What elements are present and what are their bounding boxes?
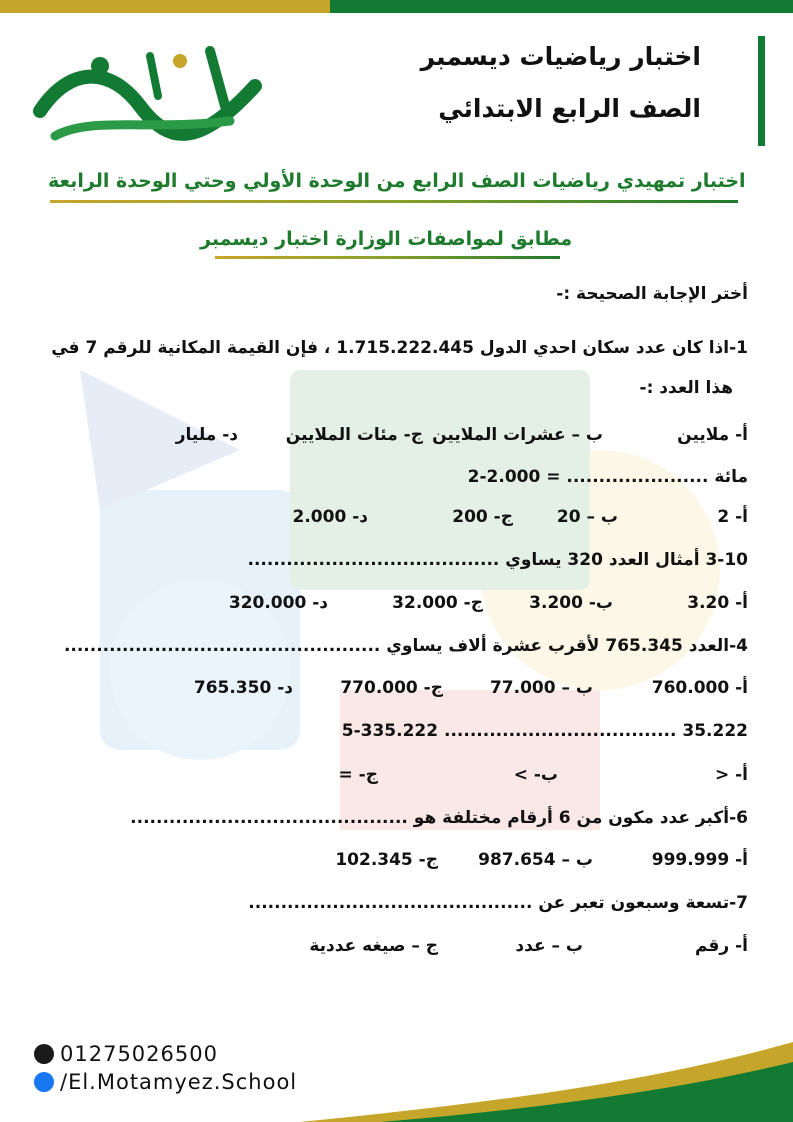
facebook-icon (34, 1072, 54, 1092)
subtitle-line2: مطابق لمواصفات الوزارة اختبار ديسمبر (200, 228, 573, 250)
option-c[interactable]: ج – صيغه عددية (309, 936, 438, 956)
option-d[interactable]: د- 765.350 (193, 678, 293, 698)
top-green-bar (330, 0, 793, 13)
option-b[interactable]: ب- 3.200 (529, 593, 613, 613)
question-1-text2: هذا العدد :- (639, 378, 733, 398)
option-d[interactable]: د- مليار (175, 425, 238, 445)
option-d[interactable]: د- 320.000 (228, 593, 328, 613)
question-6-text: 6-أكبر عدد مكون من 6 أرقام مختلفة هو ........................................... (130, 808, 748, 828)
option-a[interactable]: أ- 2 (717, 507, 748, 527)
question-7-text: 7-تسعة وسبعون تعبر عن ............................................ (248, 893, 748, 913)
option-b[interactable]: ب – عشرات الملايين (432, 425, 603, 445)
question-2-text: 2-2.000 = ...................... مائة (467, 467, 748, 487)
subtitle-line1: اختبار تمهيدي رياضيات الصف الرابع من الوحدة الأولي وحتي الوحدة الرابعة (48, 170, 746, 192)
option-b[interactable]: ب- > (513, 765, 558, 785)
option-d[interactable]: د- 2.000 (292, 507, 368, 527)
title-accent-bar (758, 36, 765, 146)
option-c[interactable]: ج- 200 (452, 507, 513, 527)
phone-contact (34, 1042, 218, 1066)
school-logo (30, 36, 265, 156)
top-gold-bar (0, 0, 330, 13)
option-c[interactable]: ج- 770.000 (340, 678, 443, 698)
option-a[interactable]: أ- 760.000 (651, 678, 748, 698)
option-c[interactable]: ج- مئات الملايين (285, 425, 423, 445)
option-b[interactable]: ب – 987.654 (478, 850, 593, 870)
subtitle-underline1 (50, 200, 738, 203)
facebook-contact (34, 1070, 297, 1094)
question-1-text: 1-اذا كان عدد سكان احدي الدول 1.715.222.445 ، فإن القيمة المكانية للرقم 7 في (51, 338, 748, 358)
phone-number[interactable]: 01275026500 (60, 1042, 218, 1066)
instruction: أختر الإجابة الصحيحة :- (556, 284, 748, 304)
whatsapp-icon (34, 1044, 54, 1064)
option-c[interactable]: ج- = (338, 765, 378, 785)
option-b[interactable]: ب – 20 (556, 507, 618, 527)
grade-title: الصف الرابع الابتدائي (438, 94, 701, 123)
question-5-text: 5-335.222 .................................... 35.222 (341, 721, 748, 741)
option-a[interactable]: أ- ملايين (677, 425, 748, 445)
exam-title: اختبار رياضيات ديسمبر (420, 42, 701, 71)
question-4-text: 4-العدد 765.345 لأقرب عشرة ألاف يساوي ................................................. (63, 636, 748, 656)
option-a[interactable]: أ- 3.20 (687, 593, 748, 613)
question-3-text: 3-10 أمثال العدد 320 يساوي ....................................... (247, 550, 748, 570)
option-b[interactable]: ب – عدد (515, 936, 583, 956)
subtitle-underline2 (215, 256, 560, 259)
facebook-handle[interactable]: /El.Motamyez.School (60, 1070, 298, 1094)
option-a[interactable]: أ- رقم (694, 936, 748, 956)
option-b[interactable]: ب – 77.000 (489, 678, 593, 698)
option-c[interactable]: ج- 102.345 (335, 850, 438, 870)
option-a[interactable]: أ- < (714, 765, 748, 785)
option-a[interactable]: أ- 999.999 (651, 850, 748, 870)
option-c[interactable]: ج- 32.000 (392, 593, 483, 613)
